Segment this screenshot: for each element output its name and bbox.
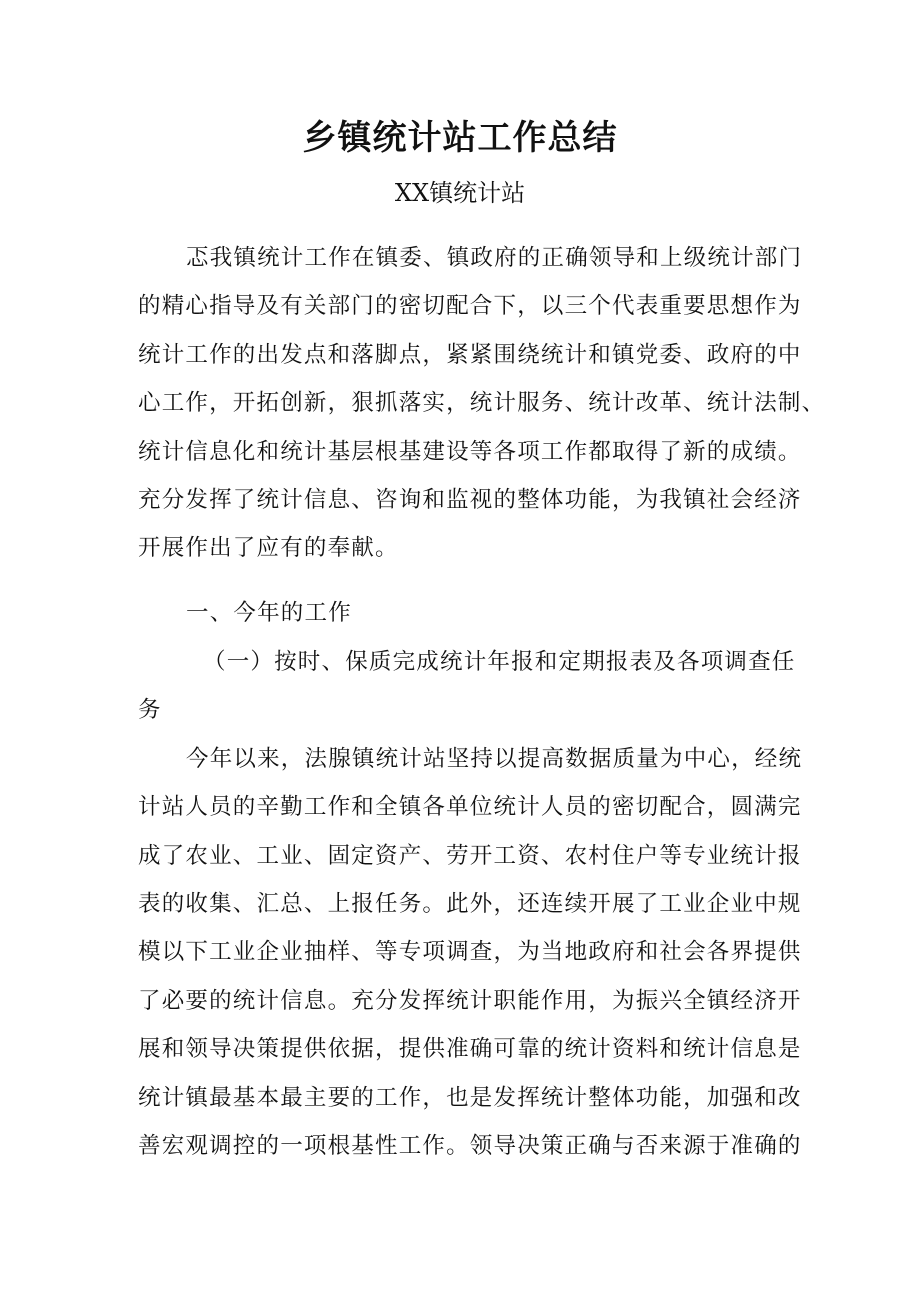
intro-line: 充分发挥了统计信息、咨询和监视的整体功能，为我镇社会经济 bbox=[138, 487, 802, 513]
document-subtitle: XX镇统计站 bbox=[394, 179, 526, 207]
subsection-heading-line: （一）按时、保质完成统计年报和定期报表及各项调查任 bbox=[203, 649, 796, 675]
body-line: 展和领导决策提供依据，提供准确可靠的统计资料和统计信息是 bbox=[138, 1036, 802, 1062]
body-line: 成了农业、工业、固定资产、劳开工资、农村住户等专业统计报 bbox=[138, 843, 802, 869]
body-line: 善宏观调控的一项根基性工作。领导决策正确与否来源于准确的 bbox=[138, 1133, 802, 1159]
intro-line: 心工作，开拓创新，狠抓落实，统计服务、统计改革、统计法制、 bbox=[138, 390, 826, 416]
body-line: 今年以来，法腺镇统计站坚持以提高数据质量为中心，经统 bbox=[186, 746, 803, 772]
body-line: 表的收集、汇总、上报任务。此外，还连续开展了工业企业中规 bbox=[138, 891, 802, 917]
subsection-heading-line: 务 bbox=[138, 697, 162, 723]
document-title: 乡镇统计站工作总结 bbox=[302, 118, 618, 158]
intro-line: 忑我镇统计工作在镇委、镇政府的正确领导和上级统计部门 bbox=[186, 245, 803, 271]
body-line: 统计镇最基本最主要的工作，也是发挥统计整体功能，加强和改 bbox=[138, 1085, 802, 1111]
body-line: 计站人员的辛勤工作和全镇各单位统计人员的密切配合，圆满完 bbox=[138, 794, 802, 820]
section-heading: 一、今年的工作 bbox=[186, 600, 352, 626]
body-line: 了必要的统计信息。充分发挥统计职能作用，为振兴全镇经济开 bbox=[138, 988, 802, 1014]
intro-line: 统计工作的出发点和落脚点，紧紧围绕统计和镇党委、政府的中 bbox=[138, 342, 802, 368]
intro-line: 的精心指导及有关部门的密切配合下，以三个代表重要思想作为 bbox=[138, 293, 802, 319]
body-line: 模以下工业企业抽样、等专项调查，为当地政府和社会各界提供 bbox=[138, 939, 802, 965]
intro-line: 统计信息化和统计基层根基建设等各项工作都取得了新的成绩。 bbox=[138, 439, 802, 465]
intro-line: 开展作出了应有的奉献。 bbox=[138, 535, 399, 561]
